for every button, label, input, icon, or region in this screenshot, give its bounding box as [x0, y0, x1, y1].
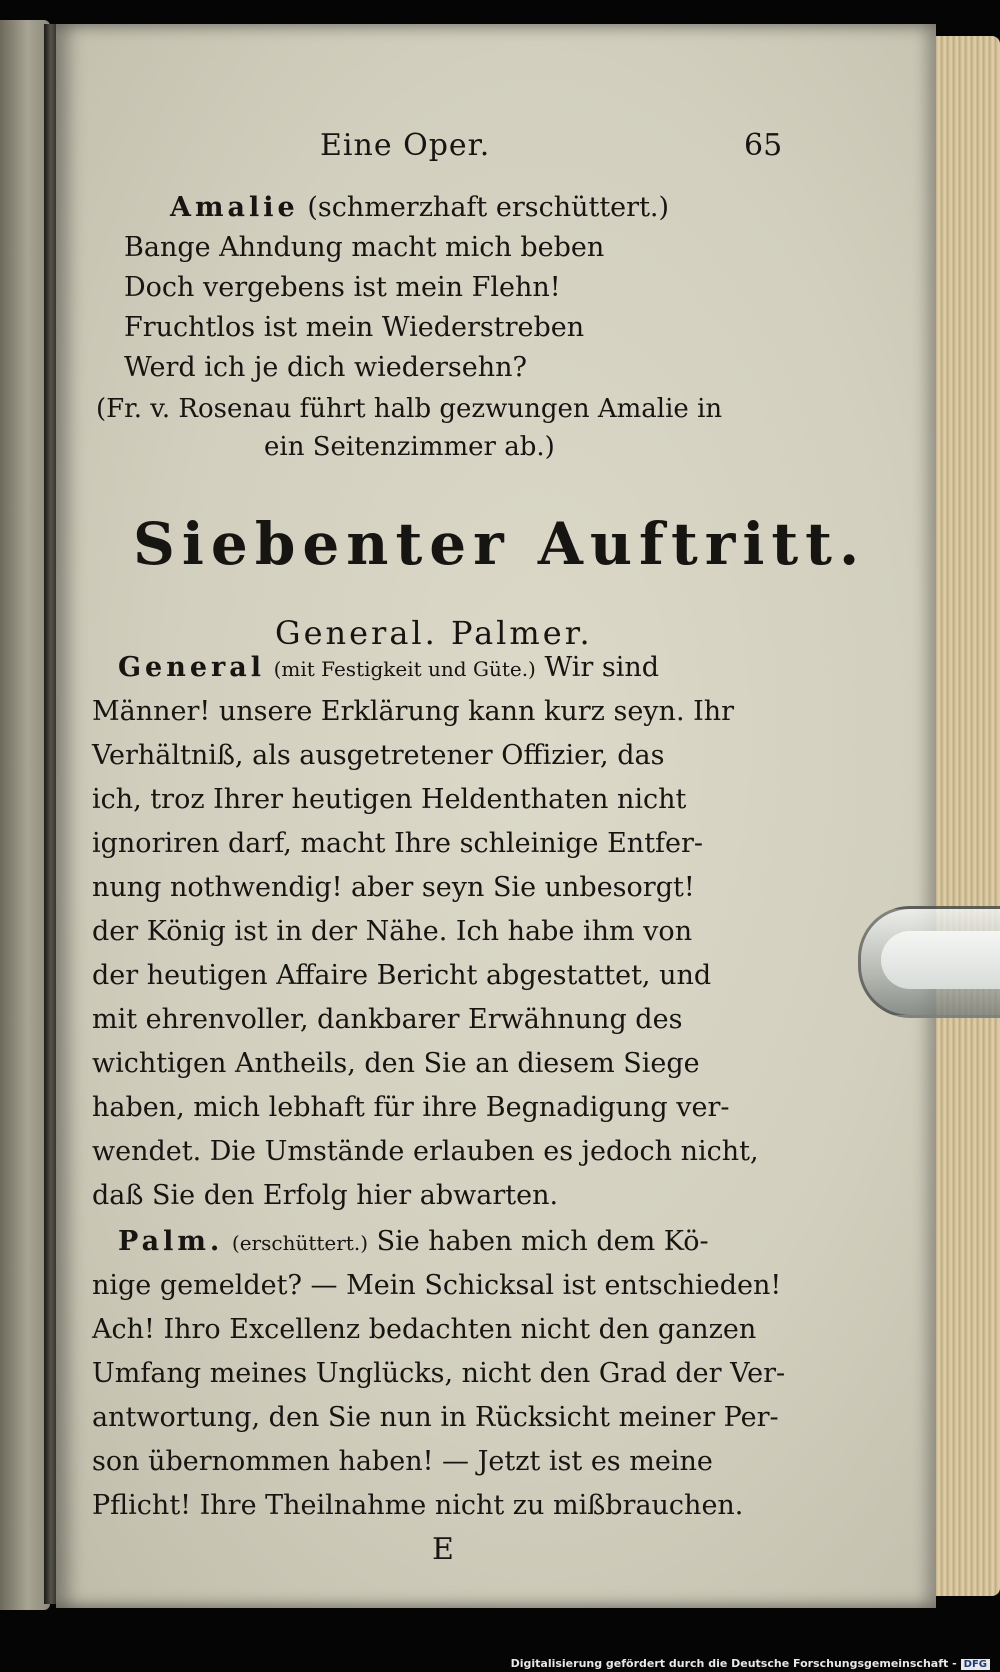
- speaker-amalie: Amalie: [170, 192, 299, 223]
- dfg-logo: DFG: [961, 1659, 990, 1670]
- general-line: ich, troz Ihrer heutigen Heldenthaten nicht: [92, 784, 687, 815]
- palm-line: Sie haben mich dem Kö-: [376, 1226, 709, 1257]
- verse-line: Doch vergebens ist mein Flehn!: [124, 272, 561, 303]
- credit-text: Digitalisierung gefördert durch die Deutsche Forschungsgemeinschaft -: [510, 1657, 957, 1670]
- scene-persons: General. Palmer.: [275, 614, 593, 652]
- general-opening-line: [118, 652, 659, 683]
- general-line: wichtigen Antheils, den Sie an diesem Siege: [92, 1048, 700, 1079]
- general-line: Verhältniß, als ausgetretener Offizier, das: [92, 740, 665, 771]
- verse-line: Werd ich je dich wiedersehn?: [124, 352, 527, 383]
- general-line: wendet. Die Umstände erlauben es jedoch nicht,: [92, 1136, 759, 1167]
- page-number: 65: [744, 128, 783, 163]
- digitization-credit: [511, 1657, 990, 1670]
- general-line: mit ehrenvoller, dankbarer Erwähnung des: [92, 1004, 683, 1035]
- general-line: nung nothwendig! aber seyn Sie unbesorgt!: [92, 872, 695, 903]
- palm-direction: (erschüttert.): [231, 1231, 368, 1255]
- catchword: E: [432, 1532, 454, 1567]
- general-direction: (mit Festigkeit und Güte.): [273, 657, 536, 681]
- speaker-general: General: [118, 652, 266, 683]
- palm-line: antwortung, den Sie nun in Rücksicht meiner Per-: [92, 1402, 779, 1433]
- palm-line: nige gemeldet? — Mein Schicksal ist entschieden!: [92, 1270, 782, 1301]
- page-clip: [858, 906, 1000, 1018]
- song-speaker-line: [170, 192, 669, 223]
- verse-line: Bange Ahndung macht mich beben: [124, 232, 605, 263]
- stage-direction-line: (Fr. v. Rosenau führt halb gezwungen Amalie in: [96, 394, 723, 424]
- page-clip-inner: [881, 931, 1000, 989]
- general-line: der König ist in der Nähe. Ich habe ihm von: [92, 916, 693, 947]
- palm-line: son übernommen haben! — Jetzt ist es meine: [92, 1446, 713, 1477]
- general-line: ignoriren darf, macht Ihre schleinige Entfer-: [92, 828, 704, 859]
- speaker-palm: Palm.: [118, 1226, 224, 1257]
- general-line: Männer! unsere Erklärung kann kurz seyn. Ihr: [92, 696, 735, 727]
- general-line: Wir sind: [544, 652, 660, 683]
- general-line: haben, mich lebhaft für ihre Begnadigung ver-: [92, 1092, 730, 1123]
- palm-line: Pflicht! Ihre Theilnahme nicht zu mißbrauchen.: [92, 1490, 744, 1521]
- page-stack-edge: [930, 36, 1000, 1596]
- verse-line: Fruchtlos ist mein Wiederstreben: [124, 312, 585, 343]
- palm-line: Umfang meines Unglücks, nicht den Grad der Ver-: [92, 1358, 786, 1389]
- song-direction: (schmerzhaft erschüttert.): [307, 192, 670, 223]
- palm-opening-line: [118, 1226, 709, 1257]
- running-title: Eine Oper.: [320, 128, 491, 163]
- general-line: der heutigen Affaire Bericht abgestattet, und: [92, 960, 712, 991]
- palm-line: Ach! Ihro Excellenz bedachten nicht den ganzen: [92, 1314, 757, 1345]
- general-line: daß Sie den Erfolg hier abwarten.: [92, 1180, 559, 1211]
- stage-direction-line: ein Seitenzimmer ab.): [264, 432, 555, 462]
- scene-title: Siebenter Auftritt.: [133, 510, 867, 578]
- left-page-edge: [0, 20, 50, 1610]
